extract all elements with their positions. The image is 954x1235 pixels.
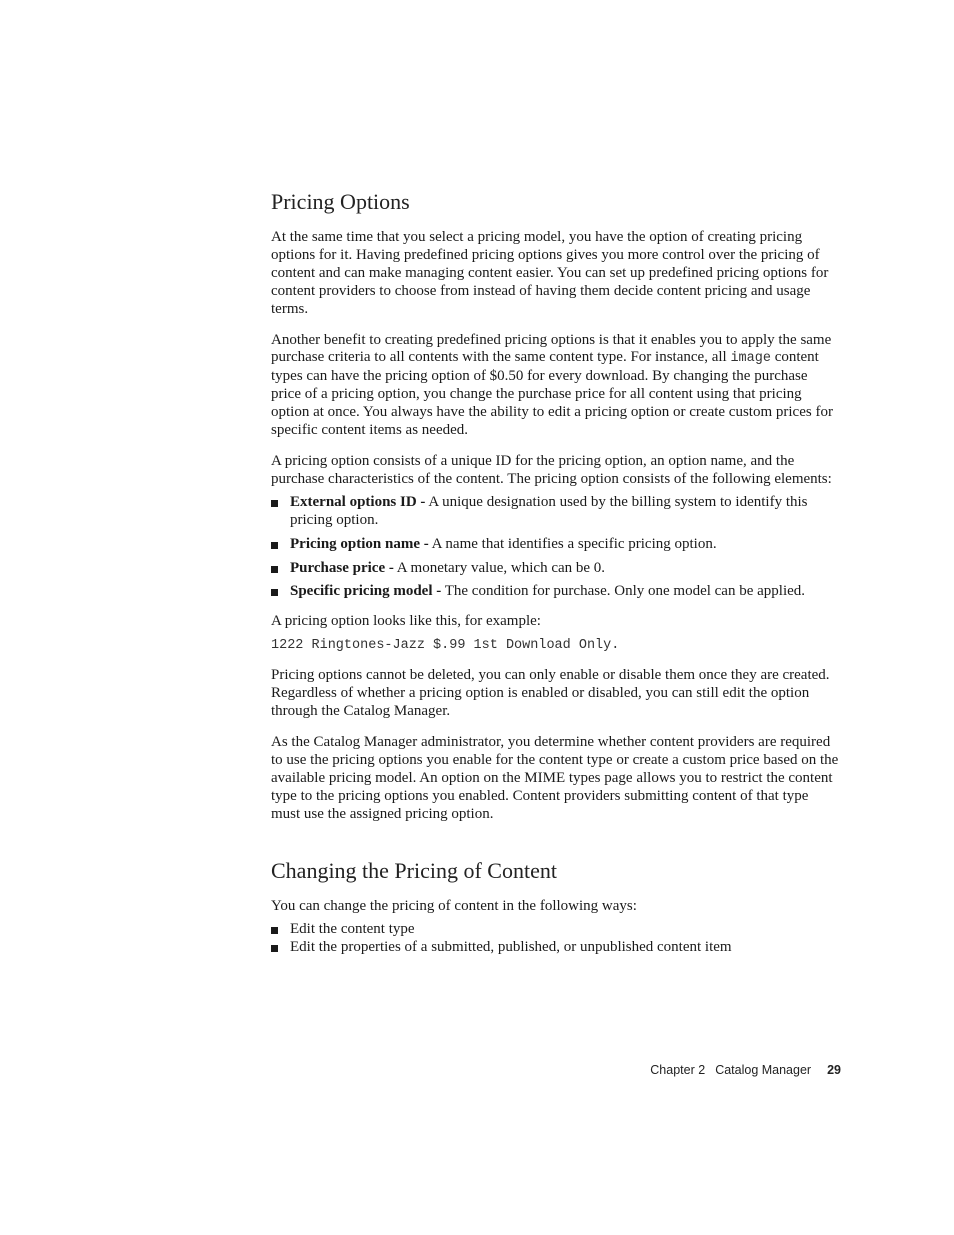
item-text: Edit the content type xyxy=(290,921,415,938)
description: A name that identifies a specific pricing option. xyxy=(428,535,717,552)
term: External options ID - xyxy=(290,493,426,510)
elements-list xyxy=(271,494,841,602)
square-bullet-icon xyxy=(271,945,278,952)
description: A monetary value, which can be 0. xyxy=(393,559,606,576)
list-item xyxy=(271,494,841,530)
page-number: 29 xyxy=(827,1063,841,1077)
page-body xyxy=(271,186,841,969)
description: The condition for purchase. Only one model can be applied. xyxy=(441,583,806,600)
description: A unique designation used by the billing system to identify this pricing option. xyxy=(290,493,808,528)
paragraph: As the Catalog Manager administrator, you determine whether content providers are required to use the pricing options you enable for the content type or create a custom price based on the available pricing model. An option on the MIME types page allows you to restrict the content type to the pricing options you enabled. Content providers submitting content of that type must use the assigned pricing option. xyxy=(271,733,839,822)
list-item xyxy=(271,939,841,957)
square-bullet-icon xyxy=(271,566,278,573)
list-item xyxy=(271,560,841,578)
paragraph: A pricing option consists of a unique ID for the pricing option, an option name, and the purchase characteristics of the content. The pricing option consists of the following elements: xyxy=(271,452,832,487)
code-example: 1222 Ringtones-Jazz $.99 1st Download Only. xyxy=(271,638,620,654)
section-heading-changing-pricing: Changing the Pricing of Content xyxy=(271,858,557,884)
square-bullet-icon xyxy=(271,927,278,934)
footer-title: Catalog Manager xyxy=(715,1063,812,1077)
paragraph xyxy=(271,332,841,440)
paragraph: Pricing options cannot be deleted, you can only enable or disable them once they are created. Regardless of whether a pricing option is enabled or disabled, you can still edit the option through the Catalog Manager. xyxy=(271,667,830,720)
list-item xyxy=(271,583,841,601)
term: Purchase price - xyxy=(290,559,394,576)
section-heading-pricing-options: Pricing Options xyxy=(271,189,410,214)
square-bullet-icon xyxy=(271,500,278,507)
term: Specific pricing model - xyxy=(290,583,442,600)
inline-code: image xyxy=(730,351,771,367)
paragraph: You can change the pricing of content in the following ways: xyxy=(271,898,637,915)
term: Pricing option name - xyxy=(290,535,429,552)
list-item xyxy=(271,921,841,939)
square-bullet-icon xyxy=(271,542,278,549)
item-text: Edit the properties of a submitted, published, or unpublished content item xyxy=(290,939,732,956)
paragraph: A pricing option looks like this, for example: xyxy=(271,613,541,630)
paragraph: At the same time that you select a pricing model, you have the option of creating pricing options for it. Having predefined pricing options gives you more control over the pricing of content and can make managing content easier. You can set up predefined pricing options for content providers to choose from instead of having them decide content pricing and usage terms. xyxy=(271,229,829,317)
footer-chapter: Chapter 2 xyxy=(650,1063,706,1077)
square-bullet-icon xyxy=(271,589,278,596)
page-footer xyxy=(650,1063,841,1077)
text: Another benefit to creating predefined pricing options is that it enables you to apply the same purchase criteria to all contents with the same content type. For instance, all xyxy=(271,331,832,366)
ways-list xyxy=(271,921,841,957)
list-item xyxy=(271,536,841,554)
text: content types can have the pricing option of $0.50 for every download. By changing the purchase price of a pricing option, you change the purchase price for all content using that pricing option at once. You always have the ability to edit a pricing option or create custom prices for specific content items as needed. xyxy=(271,349,833,439)
